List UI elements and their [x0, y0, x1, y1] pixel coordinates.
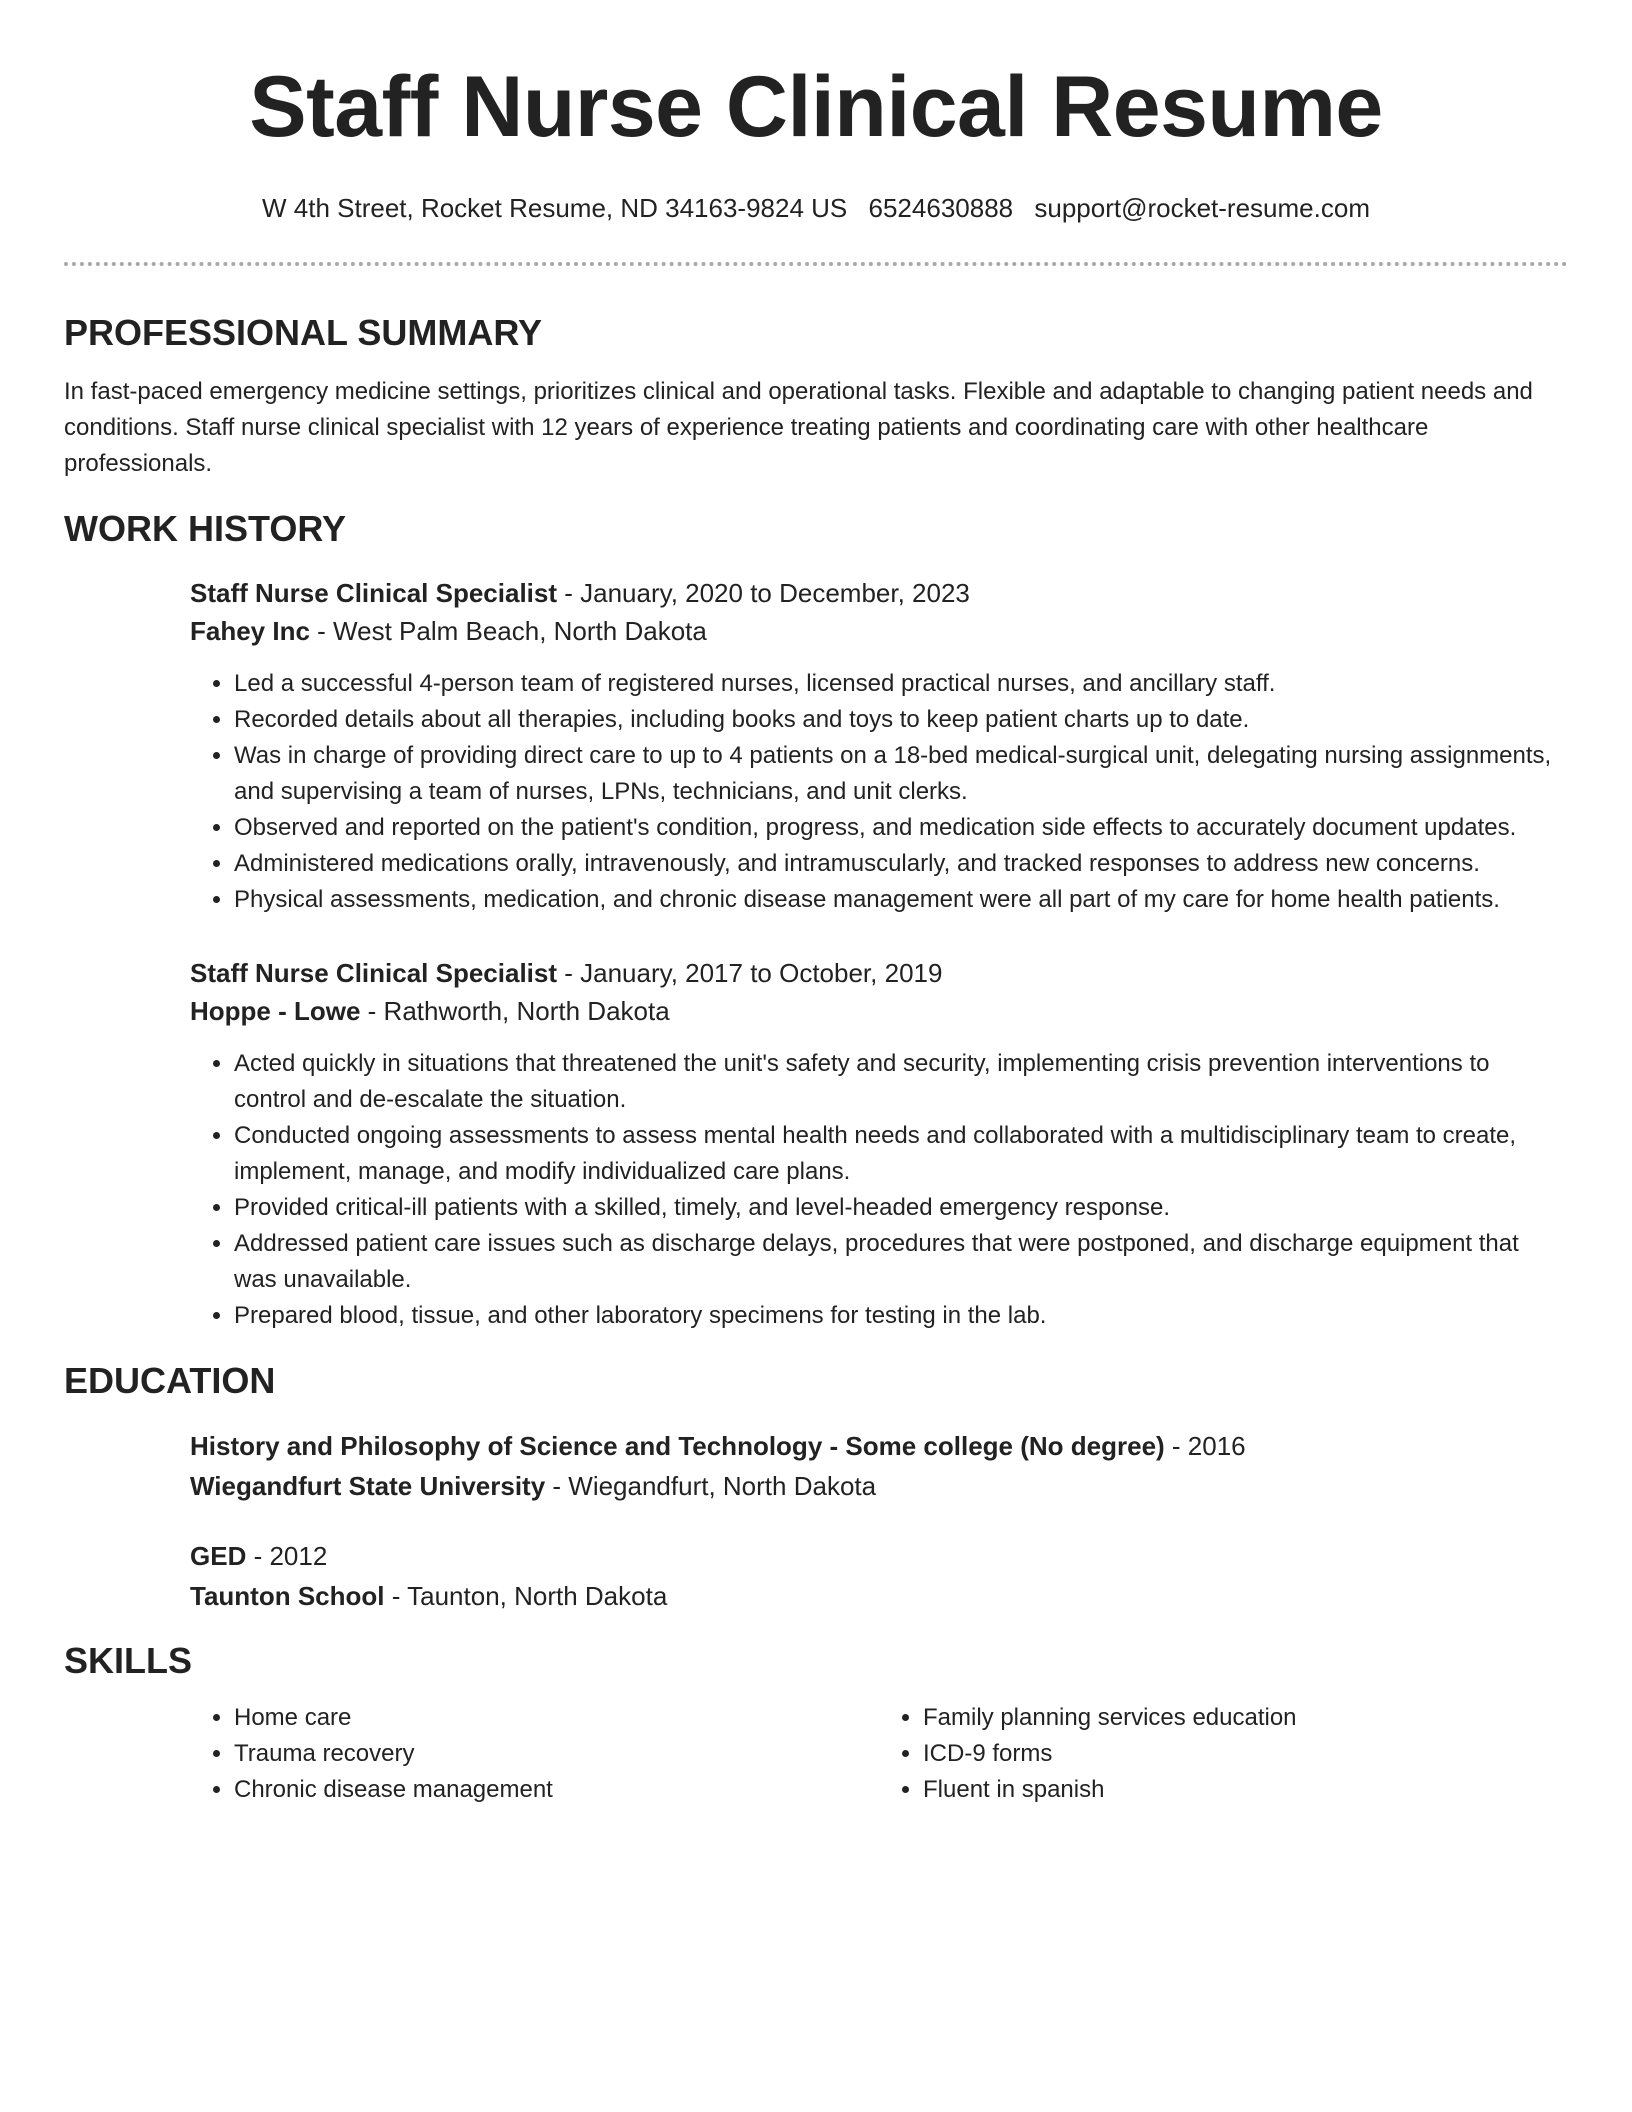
skills-columns [190, 1700, 1568, 1808]
skill-item: • Fluent in spanish [923, 1772, 1568, 1808]
job-bullets [190, 1046, 1568, 1334]
job-bullet: • Addressed patient care issues such as discharge delays, procedures that were postponed, and discharge equipment that was unavailable. [234, 1226, 1568, 1298]
education-degree-line [190, 1426, 1568, 1466]
work-heading: WORK HISTORY [64, 508, 347, 549]
education-entry [190, 1426, 1568, 1506]
skill-item: • Trauma recovery [234, 1736, 879, 1772]
job-dates: - January, 2020 to December, 2023 [557, 578, 970, 608]
education-entry [190, 1536, 1568, 1616]
header-divider [64, 262, 1568, 266]
job-company-line [190, 612, 1568, 650]
skill-item: • ICD-9 forms [923, 1736, 1568, 1772]
job-company: Hoppe - Lowe [190, 996, 361, 1026]
skills-list-right [879, 1700, 1568, 1808]
job-bullet: • Physical assessments, medication, and chronic disease management were all part of my care for home health patients. [234, 882, 1568, 918]
skills-heading: SKILLS [64, 1640, 193, 1681]
job-company: Fahey Inc [190, 616, 310, 646]
education-school: Wiegandfurt State University [190, 1471, 546, 1501]
job-bullet: • Provided critical-ill patients with a skilled, timely, and level-headed emergency response. [234, 1190, 1568, 1226]
education-degree: GED [190, 1541, 247, 1571]
education-degree-line [190, 1536, 1568, 1576]
education-heading: EDUCATION [64, 1360, 276, 1401]
education-school: Taunton School [190, 1581, 385, 1611]
education-school-line [190, 1576, 1568, 1616]
job-location: - West Palm Beach, North Dakota [309, 616, 707, 646]
summary-section [64, 310, 1568, 482]
contact-info [64, 190, 1568, 226]
job-bullet: • Recorded details about all therapies, including books and toys to keep patient charts up to date. [234, 702, 1568, 738]
skill-item: • Chronic disease management [234, 1772, 879, 1808]
job-title-line [190, 954, 1568, 992]
skill-item: • Home care [234, 1700, 879, 1736]
job-dates: - January, 2017 to October, 2019 [557, 958, 943, 988]
job-bullet: • Conducted ongoing assessments to assess mental health needs and collaborated with a multidisciplinary team to create, implement, manage, and modify individualized care plans. [234, 1118, 1568, 1190]
skill-item: • Family planning services education [923, 1700, 1568, 1736]
job-bullet: • Observed and reported on the patient's condition, progress, and medication side effects to accurately document updates. [234, 810, 1568, 846]
education-year: - 2012 [246, 1541, 328, 1571]
education-degree: History and Philosophy of Science and Technology - Some college (No degree) [190, 1431, 1165, 1461]
education-school-line [190, 1466, 1568, 1506]
summary-heading: PROFESSIONAL SUMMARY [64, 312, 543, 353]
job-bullet: • Prepared blood, tissue, and other laboratory specimens for testing in the lab. [234, 1298, 1568, 1334]
job-company-line [190, 992, 1568, 1030]
education-section [64, 1358, 1568, 1616]
job-bullets [190, 666, 1568, 918]
job-bullet: • Was in charge of providing direct care to up to 4 patients on a 18-bed medical-surgical unit, delegating nursing assignments, and supervising a team of nurses, LPNs, technicians, and unit clerks. [234, 738, 1568, 810]
work-section [64, 506, 1568, 1334]
job-bullet: • Administered medications orally, intravenously, and intramuscularly, and tracked responses to address new concerns. [234, 846, 1568, 882]
job-title-line [190, 574, 1568, 612]
job-bullet: • Acted quickly in situations that threatened the unit's safety and security, implementing crisis prevention interventions to control and de-escalate the situation. [234, 1046, 1568, 1118]
skills-list-left [190, 1700, 879, 1808]
job-title: Staff Nurse Clinical Specialist [190, 578, 558, 608]
education-year: - 2016 [1164, 1431, 1246, 1461]
page-title: Staff Nurse Clinical Resume [249, 59, 1383, 155]
summary-text: In fast-paced emergency medicine settings, prioritizes clinical and operational tasks. Flexible and adaptable to changing patient needs and conditions. Staff nurse clinical specialist with 12 years of experience treating patients and coordinating care with other healthcare professionals. [64, 378, 1533, 477]
job-entry [190, 954, 1568, 1334]
contact-address: W 4th Street, Rocket Resume, ND 34163-9824 US [262, 193, 848, 223]
education-location: - Wiegandfurt, North Dakota [545, 1471, 877, 1501]
job-location: - Rathworth, North Dakota [360, 996, 670, 1026]
contact-phone: 6524630888 [868, 193, 1014, 223]
education-location: - Taunton, North Dakota [384, 1581, 668, 1611]
job-title: Staff Nurse Clinical Specialist [190, 958, 558, 988]
contact-email: support@rocket-resume.com [1034, 193, 1370, 223]
job-bullet: • Led a successful 4-person team of registered nurses, licensed practical nurses, and ancillary staff. [234, 666, 1568, 702]
skills-section [64, 1638, 1568, 1808]
job-entry [190, 574, 1568, 918]
